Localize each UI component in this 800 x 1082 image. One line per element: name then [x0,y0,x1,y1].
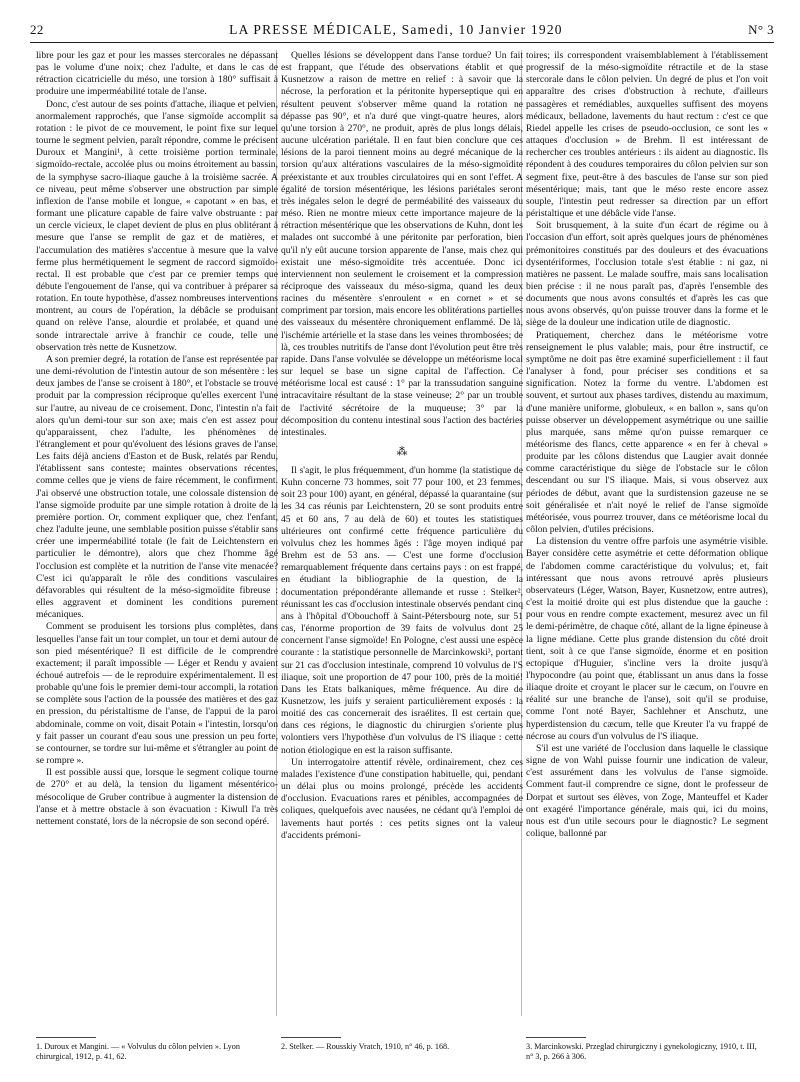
paragraph: A son premier degré, la rotation de l'anse est représentée par une demi-révolution de l'intestin autour de son mésentère : les deux jambes de l'anse se croisent à 180°, et l'obstacle se trouve produit par la compression réciproque qu'elles exercent l'une sur l'autre, au niveau de ce croisement. Donc, l'intestin n'a fait alors qu'un demi-tour sur son axe; mais c'en est assez pour qu'apparaissent, chez l'adulte, les phénomènes de l'étranglement et pour qu'évoluent des lésions graves de l'anse. Les faits déjà anciens d'Easton et de Busk, relatés par Rendu, l'établissent sans conteste; maintes observations récentes, comme celles que je viens de faire récemment, le confirment. J'ai observé une obstruction totale, une colossale distension de l'anse sigmoïde produite par une simple rotation à droite de la première portion. Or, comment expliquer que, chez l'enfant, chez l'adulte jeune, une semblable position puisse s'établir sans créer une imperméabilité totale (le fait de Leichtenstern en particulier le démontre), alors que chez l'homme âgé l'occlusion est complète et la nutrition de l'anse vite menacée? C'est ici qu'apparaît le rôle des conditions vasculaires défavorables qui résultent de la méso-sigmoïdite fibreuse : elles aggravent et dominent les conditions purement mécaniques. [36,353,278,621]
paragraph: libre pour les gaz et pour les masses stercorales ne dépassant pas le volume d'une noix; chez l'adulte, et dans le cas de rétraction cicatricielle du méso, une torsion à 180° suffisait à produire une imperméabilité totale de l'anse. [36,50,278,98]
paragraph: toires; ils correspondent vraisemblablement à l'établissement progressif de la méso-sigmoïdite rétractile et de la stase stercorale dans le côlon pelvien. Un degré de plus et l'on voit apparaître des crises d'obstruction à rechute, d'ailleurs passagères et remédiables, auxquelles suffisent des moyens médicaux, belladone, lavements du haut rectum : c'est ce que Riedel appelle les crises de pseudo-occlusion, ce sont les « attaques d'occlusion » de Brehm. Il est intéressant de rechercher ces troubles antérieurs : ils aident au diagnostic. Ils répondent à des coudures temporaires du côlon pelvien sur son segment fixe, peut-être à des bascules de l'anse sur son pied mésentérique; mais, tant que le méso reste encore assez souple, l'intestin peut redresser sa direction par un effort péristaltique et une débâcle vide l'anse. [526,50,768,220]
paragraph: Un interrogatoire attentif révèle, ordinairement, chez ces malades l'existence d'une constipation habituelle, qui, pendant un délai plus ou moins prolongé, précède les accidents d'occlusion. Evacuations rares et pénibles, accompagnées de coliques, quelquefois avec nausées, ne cédant qu'à l'emploi de lavements haut portés : ces petits signes ont la valeur d'accidents prémoni- [281,756,523,841]
journal-title: LA PRESSE MÉDICALE, Samedi, 10 Janvier 1920 [229,22,563,37]
footnote-rule [526,1037,586,1038]
footnote-rule [36,1037,96,1038]
page-header [30,22,774,44]
footnote-3: 3. Marcinkowski. Przeglad chirurgiczny i gynekologiczny, 1910, t. III, n° 3, p. 266 à 306. [526,1042,757,1061]
paragraph: Soit brusquement, à la suite d'un écart de régime ou à l'occasion d'un effort, soit après quelques jours de phénomènes prémonitoires constitués par des douleurs et des évacuations dysentériformes, l'occlusion totale s'est établie : ni gaz, ni matières ne passent. Le malade souffre, mais sans localisation bien précise : il ne nous paraît pas, d'après l'ensemble des documents que nous avons consultés et d'après les cas que nous avons observés, qu'on puisse trouver dans la forme et le siège de la douleur une indication utile de diagnostic. [526,220,768,329]
footnote-2: 2. Stelker. — Rousskiy Vratch, 1910, n° 46, p. 168. [281,1042,450,1051]
paragraph: La distension du ventre offre parfois une asymétrie visible. Bayer considère cette asymétrie et cette déformation oblique de l'abdomen comme caractéristique du volvulus; et, fait intéressant que nous avons retrouvé après plusieurs observateurs (Léger, Watson, Bayer, Kusnetzow, entre autres), c'est la moitié droite qui est plus distendue que la gauche : pour vous en rendre compte exactement, mesurez avec un fil le demi-périmètre, de chaque côté, allant de la ligne épineuse à la ligne médiane. Cette plus grande distension du côté droit tient, soit à ce que l'anse sigmoïde, énorme et en position ectopique d'Huguier, s'incline vers la droite jusqu'à l'hypocondre (au point que, établissant un anus dans la fosse iliaque droite et croyant le placer sur le cæcum, on l'ouvre en réalité sur une branche de l'anse), soit qu'il se produise, comme l'ont noté Bayer, Sachlehner et Anschutz, une hyperdistension du cæcum, telle que Kreuter l'a vu frappé de nécrose au cours d'un volvulus de l'S iliaque. [526,536,768,742]
paragraph: Pratiquement, cherchez dans le météorisme votre renseignement le plus valable; mais, pour être instructif, ce symptôme ne doit pas être examiné superficiellement : il faut l'analyser à fond, pour préciser ses conditions et sa signification. Notez la forme du ventre. L'abdomen est souvent, et surtout aux phases tardives, distendu au maximum, d'une manière uniforme, globuleux, « en ballon », sans qu'on puisse observer un développement asymétrique ou une saillie plus marquée, sans même qu'on puisse remarquer ce météorisme des flancs, cette apparence « en fer à cheval » produite par les côlons distendus que Laugier avait donnée comme caractéristique du siège de l'obstacle sur le côlon descendant ou sur l'S iliaque. Mais, si vous observez aux périodes de début, avant que la surdistension gazeuse ne se soit généralisée et n'ait noyé le relief de l'anse sigmoïde météorisée, vous pourrez trouver, dans ce météorisme local du côlon pelvien, d'utiles précisions. [526,329,768,536]
footnote-1: 1. Duroux et Mangini. — « Volvulus du côlon pelvien ». Lyon chirurgical, 1912, p. 41, 62. [36,1042,240,1061]
paragraph: Il s'agit, le plus fréquemment, d'un homme (la statistique de Kuhn concerne 73 hommes, soit 77 pour 100, et 23 femmes, soit 23 pour 100) ayant, en général, dépassé la quarantaine (sur les 34 cas réunis par Leichtenstern, 20 se sont produits entre 45 et 60 ans, 7 au delà de 60) et toutes les statistiques ultérieures ont confirmé cette fréquence particulière du volvulus chez les hommes âgés : l'âge moyen indiqué par Brehm est de 53 ans. — C'est une forme d'occlusion remarquablement fréquente dans certains pays : on est frappé, en étudiant la bibliographie de la question, de la documentation prépondérante allemande et russe : Stelker², réunissant les cas d'occlusion intestinale observés pendant cinq ans à l'hôpital d'Obouchoff à Saint-Pétersbourg note, sur 51 cas, l'énorme proportion de 39 faits de volvulus dont 25 concernent l'anse sigmoïde! En Pologne, c'est aussi une espèce courante : la statistique personnelle de Marcinkowski³, portant sur 21 cas d'occlusion intestinale, comprend 10 volvulus de l'S iliaque, soit une proportion de 47 pour 100, près de la moitié! Dans les Etats balkaniques, même fréquence. Au dire de Kusnetzow, les juifs y seraient particulièrement exposés : la moitié des cas concernerait des israélites. Il est certain que, dans ces régions, le diagnostic du chirurgien s'oriente plus volontiers vers l'hypothèse d'un volvulus de l'S iliaque : cette notion étiologique en est la raison suffisante. [281,465,523,756]
paragraph: Donc, c'est autour de ses points d'attache, iliaque et pelvien, anormalement rapprochés, que l'anse sigmoïde accomplit sa rotation : le pivot de ce mouvement, le point fixe sur lequel tourne le segment pelvien, paraît répondre, comme le précisent Duroux et Mangini¹, à cette troisième portion terminale, sigmoïdo-rectale, accolée plus ou moins étroitement au bassin, de la symphyse sacro-iliaque gauche à la troisième sacrée. A ce niveau, peut même s'observer une obstruction par simple inflexion de l'anse mobile et longue, « capotant » en bas, et formant une plicature capable de faire valve obstruante : par un cercle vicieux, le clapet devient de plus en plus oblitérant à mesure que l'anse se remplit de gaz et de matières, et l'accumulation des matières s'accentue à mesure que la valve ferme plus hermétiquement le segment de raccord sigmoïdo-rectal. Il est probable que c'est par ce premier temps que débute l'engouement de l'anse, qui va contribuer à préparer sa rotation. En toute hypothèse, d'assez nombreuses interventions montrent, au cours de l'opération, la débâcle se produisant quand on relève l'anse, alourdie et prolabée, et quand une sonde intrarectale arrive à franchir ce coude, telle une observation très nette de Kusnetzow. [36,98,278,353]
paragraph: Quelles lésions se développent dans l'anse tordue? Un fait est frappant, que l'étude des observations établit et que Kusnetzow a raison de mettre en relief : à savoir que la nécrose, la perforation et la péritonite hyperseptique qui en résultent peuvent s'observer même quand la rotation ne dépasse pas 90°, et n'a duré que vingt-quatre heures, alors qu'une torsion à 270°, ne produit, après de plus longs délais, aucune ulcération pariétale. Il en faut bien conclure que ces lésions de la paroi tiennent moins au degré mécanique de la torsion qu'aux altérations vasculaires de la méso-sigmoïdite préexistante et aux troubles circulatoires qui en sont l'effet. A égalité de torsion mésentérique, les lésions pariétales seront très inégales selon le degré de perméabilité des vaisseaux du méso. Rien ne montre mieux cette importance majeure de la rétraction mésentérique que les observations de Kuhn, dont les malades ont succombé à une péritonite par perforation, bien qu'il n'y eût aucune torsion apparente de l'anse, mais chez qui existait une méso-sigmoïdite très accentuée. Donc ici interviennent non seulement le croisement et la compression réciproque des vaisseaux du méso-sigma, quand les deux racines du mésentère s'enroulent « en cornet » et se compriment par torsion, mais encore les oblitérations partielles des vaisseaux du mésentère chroniquement enflammé. De là, l'ischémie artérielle et la stase dans les veines thrombosées; de là, ces troubles nutritifs de l'anse dont l'évolution peut être très rapide. Dans l'anse volvulée se développe un météorisme local sur lequel se base un signe capital de l'affection. Ce météorisme local est causé : 1° par la transsudation sanguine intracavitaire résultant de la stase veineuse; 2° par un trouble de l'activité sécrétoire de la muqueuse; 3° par la décomposition du contenu intestinal sous l'action des bactéries intestinales. [281,50,523,438]
section-break-asterism: ⁂ [396,446,408,458]
paragraph: Il est possible aussi que, lorsque le segment colique tourne de 270° et au delà, la tension du ligament mésentérico-mésocolique de Gruber contribue à augmenter la distension de l'anse et à mettre obstacle à son évacuation : Kiwull l'a très nettement constaté, lors de la nécropsie de son second opéré. [36,767,278,827]
text-column-3 [526,50,768,1016]
text-column-1 [36,50,278,1016]
paragraph: S'il est une variété de l'occlusion dans laquelle le classique signe de von Wahl puisse fournir une indication de valeur, c'est assurément dans les volvulus de l'anse sigmoïde. Comment faut-il comprendre ce signe, dont le professeur de Dorpat et surtout ses élèves, von Zoge, Manteuffel et Kader ont exagéré l'importance générale, mais qui, ici du moins, nous est d'un utile secours pour le diagnostic? Le segment colique, ballonné par [526,742,768,839]
page-number: 22 [30,22,44,37]
footnote-rule [281,1037,341,1038]
text-column-2 [281,50,523,1016]
header-rule [30,42,774,43]
issue-number: N° 3 [748,22,774,37]
paragraph: Comment se produisent les torsions plus complètes, dans lesquelles l'anse fait un tour complet, un tour et demi autour de son pied mésentérique? Il est difficile de le comprendre exactement; il paraît impossible — Léger et Rendu y avaient échoué autrefois — de le reproduire expérimentalement. Il est probable qu'une fois le premier demi-tour accompli, la rotation se complète sous l'action de la poussée des matières et des gaz en pression, du péristaltisme de l'anse, de l'appui de la paroi abdominale, comme on voit, disait Potain « l'intestin, lorsqu'on y fait passer un courant d'eau sous une pression un peu forte, se contourner, se tordre sur lui-même et s'étrangler au point de se rompre ». [36,621,278,767]
